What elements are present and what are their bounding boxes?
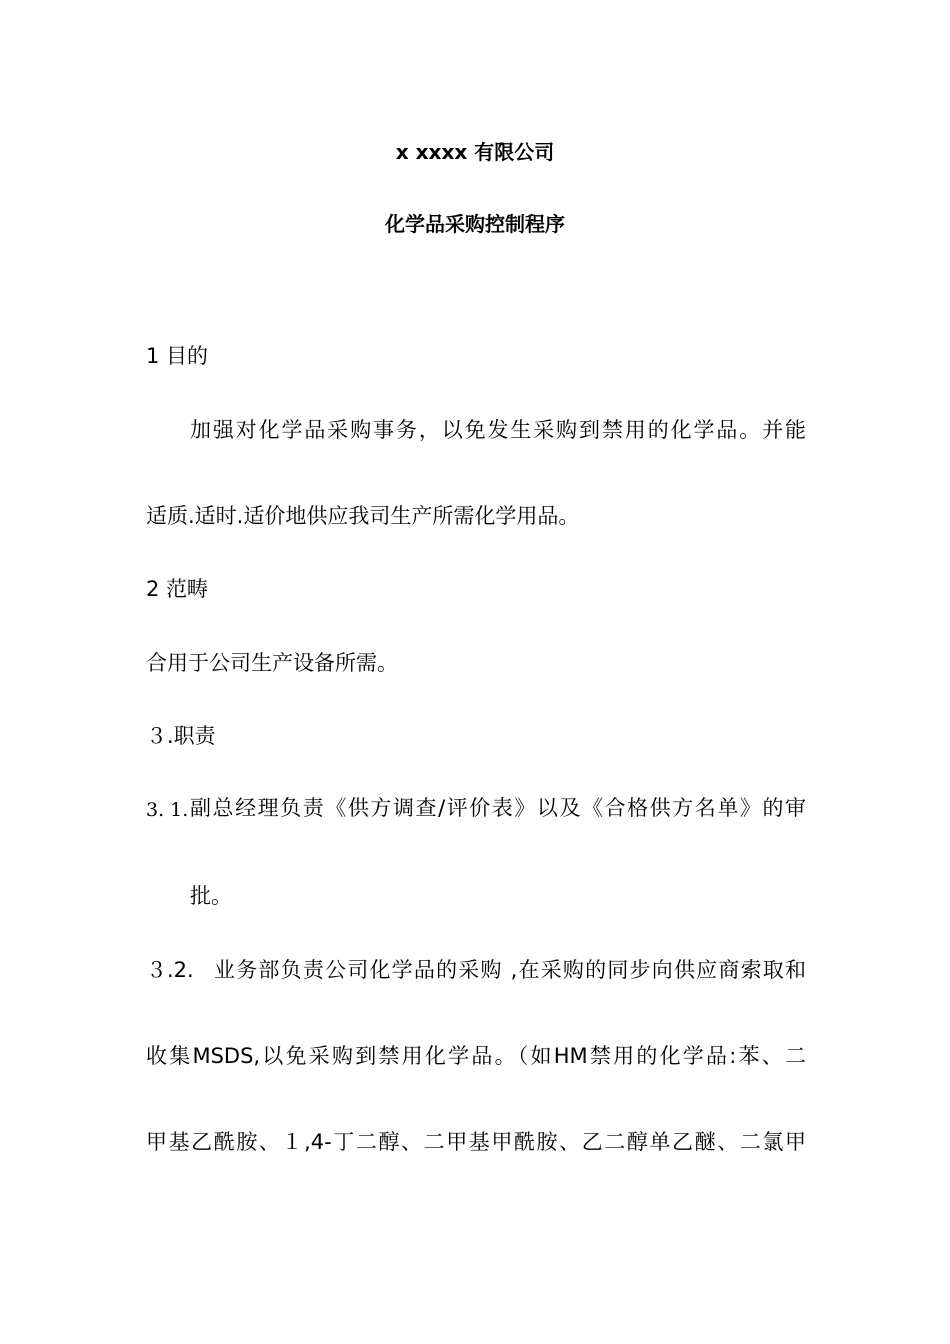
item-3-1-line-1: 副总经理负责《供方调查/评价表》以及《合格供方名单》的审	[190, 796, 806, 820]
item-3-2-line-1: 业务部负责公司化学品的采购 ,在采购的同步向供应商索取和	[214, 958, 806, 982]
item-3-1-number: 3. 1.	[146, 799, 189, 821]
item-3-2-line-3: 甲基乙酰胺、１,4-丁二醇、二甲基甲酰胺、乙二醇单乙醚、二氯甲	[146, 1130, 806, 1154]
section-1-paragraph-line-2: 适质.适时.适价地供应我司生产所需化学用品。	[146, 504, 580, 528]
company-name: x xxxx 有限公司	[395, 140, 555, 164]
section-2-heading: 2 范畴	[146, 577, 209, 601]
item-3-1-line-2: 批。	[190, 884, 232, 908]
section-2-paragraph: 合用于公司生产设备所需。	[146, 651, 398, 675]
section-1-paragraph-line-1: 加强对化学品采购事务，以免发生采购到禁用的化学品。并能	[190, 418, 806, 442]
section-3-heading: ３.职责	[146, 724, 216, 748]
item-3-2-number: ３.2.	[146, 958, 194, 982]
document-title: 化学品采购控制程序	[385, 212, 565, 236]
section-1-heading: 1 目的	[146, 344, 209, 368]
item-3-2-line-2: 收集MSDS,以免采购到禁用化学品。（如HM禁用的化学品:苯、二	[146, 1044, 806, 1068]
